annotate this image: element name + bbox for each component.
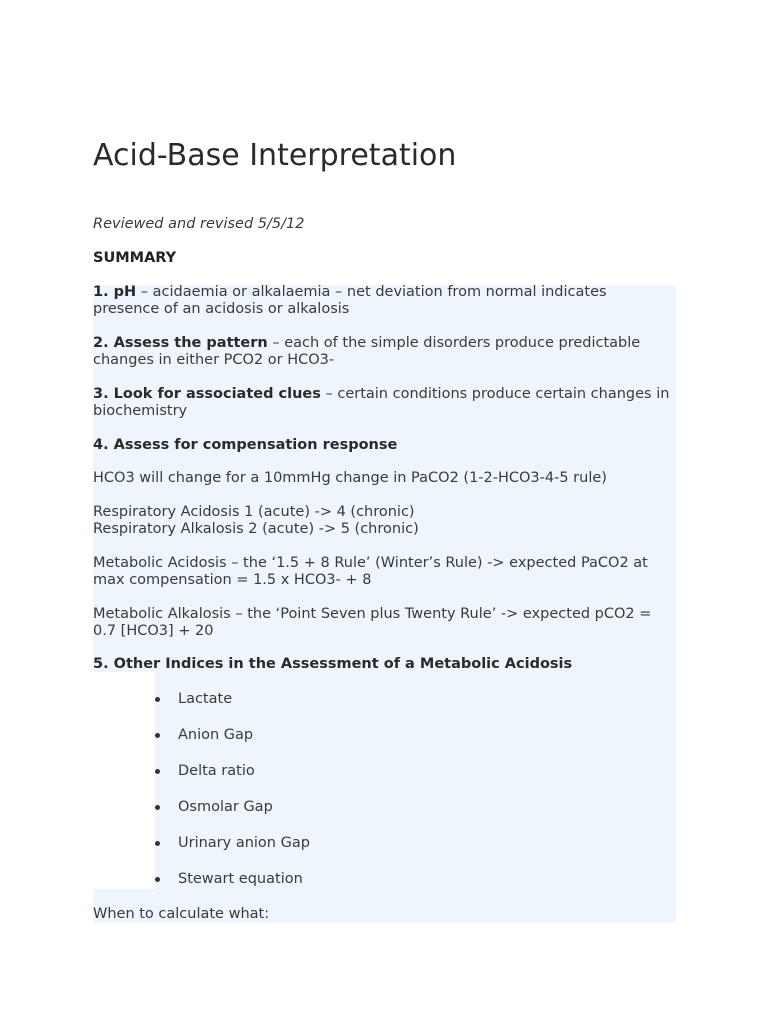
metabolic-acidosis: Metabolic Acidosis – the ‘1.5 + 8 Rule’ (Winter’s Rule) -> expected PaCO2 at max compensation = 1.5 x HCO3- + 8	[93, 555, 648, 588]
other-indices-heading	[93, 656, 673, 673]
page-title: Acid-Base Interpretation	[93, 138, 457, 173]
respiratory-acidosis: Respiratory Acidosis 1 (acute) -> 4 (chronic)	[93, 504, 415, 520]
bullet-icon	[155, 805, 160, 810]
step-text: – certain conditions produce certain changes in biochemistry	[93, 386, 670, 419]
step-text: – each of the simple disorders produce predictable changes in either PCO2 or HCO3-	[93, 335, 641, 368]
hco3-rule: HCO3 will change for a 10mmHg change in PaCO2 (1-2-HCO3-4-5 rule)	[93, 470, 607, 486]
step-label: 3. Look for associated clues	[93, 386, 321, 402]
list-item: Stewart equation	[178, 871, 303, 887]
step-label: 2. Assess the pattern	[93, 335, 268, 351]
highlight-background-list	[155, 672, 676, 889]
bullet-icon	[155, 877, 160, 882]
step-label: 4. Assess for compensation response	[93, 437, 398, 453]
bullet-icon	[155, 841, 160, 846]
respiratory-alkalosis: Respiratory Alkalosis 2 (acute) -> 5 (chronic)	[93, 521, 419, 537]
step-ph	[93, 284, 673, 318]
other-indices-label: 5. Other Indices in the Assessment of a Metabolic Acidosis	[93, 656, 573, 672]
summary-heading: SUMMARY	[93, 250, 177, 266]
metabolic-alkalosis: Metabolic Alkalosis – the ‘Point Seven plus Twenty Rule’ -> expected pCO2 = 0.7 [HCO3] + 20	[93, 606, 652, 639]
bullet-icon	[155, 769, 160, 774]
step-text: – acidaemia or alkalaemia – net deviation from normal indicates presence of an acidosis or alkalosis	[93, 284, 607, 317]
list-item: Delta ratio	[178, 763, 255, 779]
bullet-icon	[155, 733, 160, 738]
list-item: Anion Gap	[178, 727, 254, 743]
when-to-calculate: When to calculate what:	[93, 906, 270, 922]
list-item: Osmolar Gap	[178, 799, 273, 815]
revision-note: Reviewed and revised 5/5/12	[93, 216, 305, 232]
step-compensation	[93, 437, 673, 454]
list-item: Lactate	[178, 691, 233, 707]
step-label: 1. pH	[93, 284, 137, 300]
bullet-icon	[155, 697, 160, 702]
step-pattern	[93, 335, 673, 369]
list-item: Urinary anion Gap	[178, 835, 310, 851]
step-clues	[93, 386, 673, 420]
